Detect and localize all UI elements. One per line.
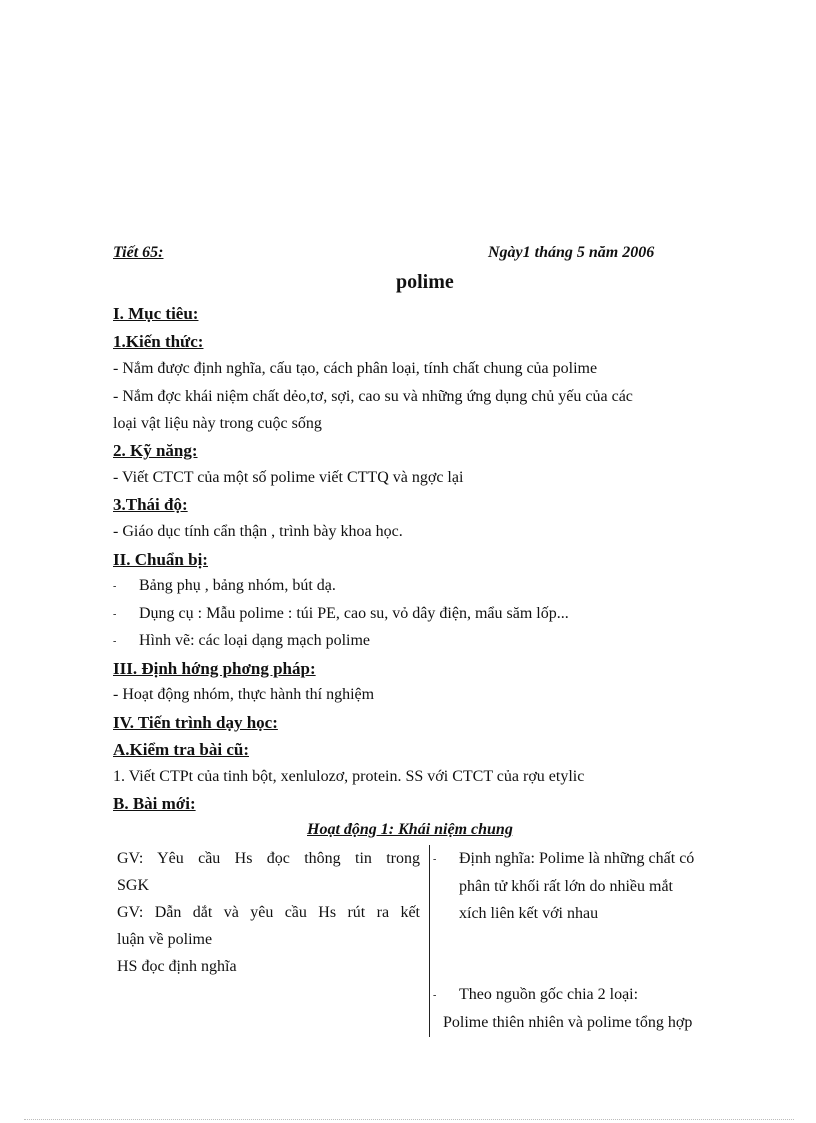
attitude-line-1: - Giáo dục tính cẩn thận , trình bày khoa học. xyxy=(113,523,403,540)
activity-table xyxy=(113,845,733,1037)
section-preparation: II. Chuẩn bị: xyxy=(113,550,208,569)
bullet-marker: - xyxy=(113,608,117,620)
knowledge-line-2: - Nắm đợc khái niệm chất dẻo,tơ, sợi, cao su và những ứng dụng chủ yếu của các xyxy=(113,388,633,405)
definition-block: - Định nghĩa: Polime là những chất có phân tử khối rất lớn do nhiều mắt xích liên kết với nhau xyxy=(433,845,694,927)
bullet-marker: - xyxy=(433,989,437,1001)
lesson-date: Ngày1 tháng 5 năm 2006 xyxy=(488,244,655,261)
left-line-2b: luận về polime xyxy=(117,931,213,948)
subsection-review: A.Kiểm tra bài cũ: xyxy=(113,740,249,759)
left-line-2a: GV: Dẫn dắt và yêu cầu Hs rút ra kết xyxy=(117,904,420,921)
bullet-marker: - xyxy=(113,635,117,647)
subsection-knowledge: 1.Kiến thức: xyxy=(113,332,204,351)
page-title: polime xyxy=(396,271,454,293)
section-objectives: I. Mục tiêu: xyxy=(113,304,199,323)
prep-item-2: - Dụng cụ : Mẫu polime : túi PE, cao su, vỏ dây điện, mẩu săm lốp... xyxy=(113,605,569,622)
section-process: IV. Tiến trình dạy học: xyxy=(113,713,278,732)
footer-divider xyxy=(24,1119,794,1120)
section-method: III. Định hớng phơng pháp: xyxy=(113,659,316,678)
review-line-1: 1. Viết CTPt của tinh bột, xenlulozơ, protein. SS với CTCT của rợu etylic xyxy=(113,768,585,785)
activity-title: Hoạt động 1: Khái niệm chung xyxy=(307,821,513,838)
knowledge-line-3: loại vật liệu này trong cuộc sống xyxy=(113,415,322,432)
left-line-3: HS đọc định nghĩa xyxy=(117,958,237,975)
skills-line-1: - Viết CTCT của một số polime viết CTTQ và ngợc lại xyxy=(113,469,464,486)
left-line-1b: SGK xyxy=(117,877,150,894)
classification-block: - Theo nguồn gốc chia 2 loại: Polime thiên nhiên và polime tổng hợp xyxy=(433,981,692,1036)
bullet-marker: - xyxy=(433,853,437,865)
prep-item-3: - Hình vẽ: các loại dạng mạch polime xyxy=(113,632,371,649)
method-line-1: - Hoạt động nhóm, thực hành thí nghiệm xyxy=(113,686,375,703)
lesson-number: Tiết 65: xyxy=(113,244,164,261)
left-line-1a: GV: Yêu cầu Hs đọc thông tin trong xyxy=(117,850,420,867)
knowledge-line-1: - Nắm được định nghĩa, cấu tạo, cách phân loại, tính chất chung của polime xyxy=(113,360,598,377)
subsection-new-lesson: B. Bài mới: xyxy=(113,794,196,813)
teacher-student-column xyxy=(117,845,420,980)
bullet-marker: - xyxy=(113,580,117,592)
subsection-skills: 2. Kỹ năng: xyxy=(113,441,198,460)
prep-item-1: - Bảng phụ , bảng nhóm, bút dạ. xyxy=(113,577,336,594)
subsection-attitude: 3.Thái độ: xyxy=(113,495,188,514)
column-divider xyxy=(429,845,430,1037)
